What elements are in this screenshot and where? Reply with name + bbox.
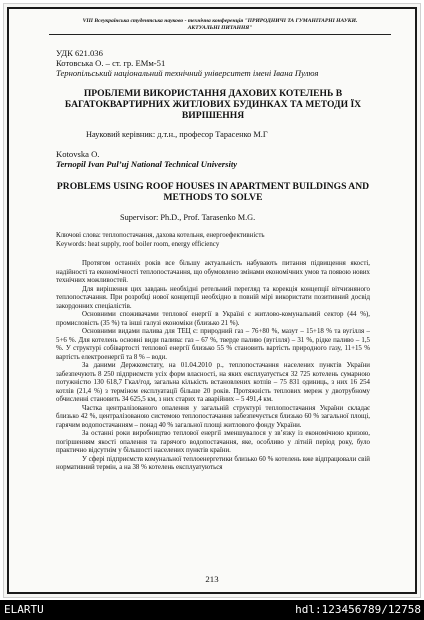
page-number: 213 — [205, 574, 219, 584]
paragraph: Частка централізованого опалення у загальній структурі теплопостачання України складає близько 42 %, централізованою системою теплопостачання забезпечується близько 60 % загальної площі, гарячим водопостачанням – понад 40 % загальної площі житлового фонду України. — [56, 404, 370, 429]
running-header-line-2: АКТУАЛЬНІ ПИТАННЯ" — [187, 25, 253, 31]
running-header — [49, 18, 391, 32]
paragraph: Основними споживачами теплової енергії в Україні є житлово-комунальний сектор (44 %), промисловість (35 %) та інші галузі економіки (близько 21 %). — [56, 311, 370, 327]
running-header-line-1: VIII Всеукраїнська студентська науково - технічна конференція "ПРИРОДНИЧІ ТА ГУМАНІТАРНІ НАУКИ. — [82, 18, 358, 24]
authors-ua: Котовська О. – ст. гр. ЕМм-51 — [56, 58, 166, 68]
affiliation-en: Ternopil Ivan Pul’uj National Technical University — [56, 159, 238, 169]
author-en: Kotovska O. — [56, 149, 100, 159]
page-frame — [7, 7, 417, 594]
header-rule — [49, 34, 391, 35]
paragraph: За даними Держкомстату, на 01.04.2010 р., теплопостачання населених пунктів України забезпечують 8 250 підприємств усіх форм власності, на яких експлуатується 32 725 котелень сумарною потужністю 130 618,7 Гкал/год, загальна кількість встановлених котлів – 75 831 одиниць, з них 16 254 котлів (21,4 %) з терміном експлуатації більше 20 років. Протяжність теплових мереж у двотрубному обчисленні становить 34 625,5 км, з них старих та аварійних – 5 491,4 км. — [56, 362, 370, 404]
keywords — [56, 232, 370, 249]
paragraph: У сфері підприємств комунальної теплоенергетики близько 60 % котелень вже відпрацювали свій нормативний термін, а на 38 % котелень експлуатуються — [56, 455, 370, 472]
article-content — [56, 48, 370, 473]
repository-footer-bar — [0, 600, 424, 620]
paragraph: За останні роки виробництво теплової енергії зменшувалося у зв’язку із економічною кризою, погіршенням якості опалення та гарячого водопостачання, яке, особливо у літній період року, було практично відсутнім у більшості населених пунктів країни. — [56, 430, 370, 455]
affiliation-ua: Тернопільський національний технічний університет імені Івана Пулюя — [56, 68, 319, 78]
document-page — [3, 3, 421, 598]
article-body — [56, 260, 370, 473]
supervisor-ua: Науковий керівник: д.т.н., професор Тарасенко М.Г — [86, 130, 268, 139]
keywords-ua: Ключові слова: теплопостачання, дахова котельня, енергоефективність — [56, 232, 265, 239]
paragraph: Протягом останніх років все більшу актуальність набувають питання підвищення якості, надійності та економічності теплопостачання, що обумовлено змінами економічних умов та появою нових технічних можливостей. — [56, 260, 370, 285]
title-ua: ПРОБЛЕМИ ВИКОРИСТАННЯ ДАХОВИХ КОТЕЛЕНЬ В БАГАТОКВАРТИРНИХ ЖИТЛОВИХ БУДИНКАХ ТА МЕТОДИ ЇХ ВИРІШЕННЯ — [64, 88, 362, 121]
paragraph: Основними видами палива для ТЕЦ є: природний газ – 76+80 %, мазут – 15+18 % та вугілля – 5+6 %. Для котелень основні види палива: газ – 67 %, тверде паливо (вугілля) – 31 %, рідке паливо – 1,5 %. У структурі собівартості теплової енергії близько 55 % становить вартість природного газу, 11+15 % вартість електроенергії та 8 % – води. — [56, 328, 370, 361]
repository-name: ELARTU — [4, 603, 44, 616]
udc-code: УДК 621.036 — [56, 48, 103, 58]
keywords-en: Keywords: heat supply, roof boiler room, energy efficiency — [56, 240, 220, 248]
paragraph: Для вирішення цих завдань необхідні ретельний перегляд та корекція концепції вітчизняного теплопостачання. При розробці нової концепції необхідно в повній мірі використати позитивний досвід закордонних спеціалістів. — [56, 285, 370, 310]
title-en: PROBLEMS USING ROOF HOUSES IN APARTMENT BUILDINGS AND METHODS TO SOLVE — [56, 181, 370, 203]
supervisor-en: Supervisor: Ph.D., Prof. Tarasenko M.G. — [120, 213, 256, 222]
handle-id: hdl:123456789/12758 — [295, 603, 421, 616]
